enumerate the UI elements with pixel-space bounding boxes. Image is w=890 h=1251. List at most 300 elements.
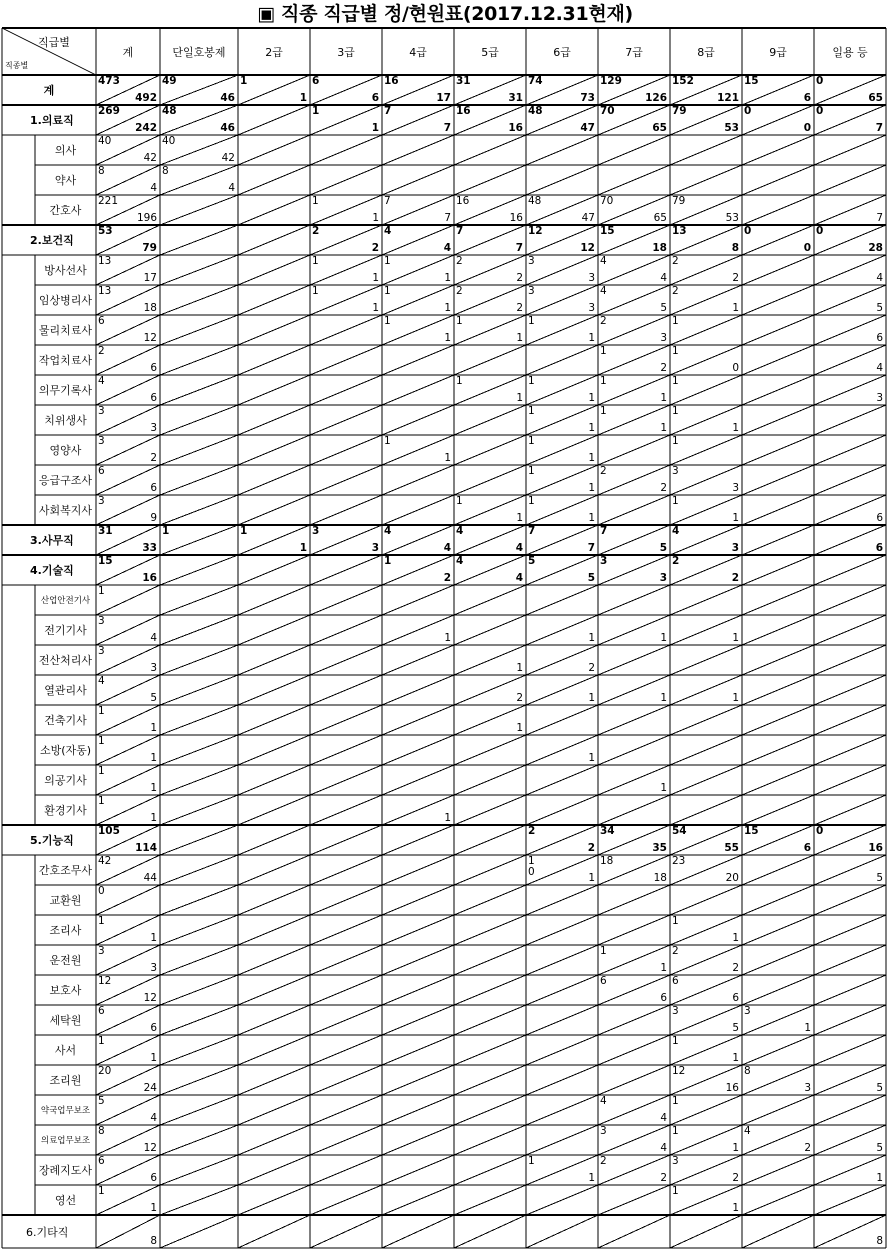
current-value: 1 [516,662,523,674]
quota-value: 1 [672,1125,679,1137]
current-value: 16 [508,122,523,134]
table-cell [238,165,310,195]
table-cell [382,345,454,375]
table-cell [310,975,382,1005]
current-value: 65 [868,92,883,104]
row-label: 사회복지사 [38,504,93,517]
table-cell [742,765,814,795]
table-cell [160,825,238,855]
table-cell [454,105,526,135]
table-cell [238,255,310,285]
current-value: 4 [443,242,451,254]
table-cell [526,705,598,735]
table-cell [160,315,238,345]
current-value: 1 [516,332,523,344]
quota-value: 16 [384,75,399,87]
table-cell [454,1065,526,1095]
table-cell [382,585,454,615]
table-cell [160,165,238,195]
quota-value: 1 [528,435,535,447]
table-cell [238,675,310,705]
table-cell [814,1215,886,1248]
table-cell [96,825,160,855]
current-value: 65 [652,122,667,134]
current-value: 5 [150,692,157,704]
table-cell [160,765,238,795]
current-value: 46 [220,122,235,134]
table-cell [814,315,886,345]
quota-value: 40 [98,135,112,147]
column-header: 9급 [769,45,787,59]
table-cell [814,1065,886,1095]
current-value: 16 [725,1082,739,1094]
current-value: 1 [588,512,595,524]
current-value: 55 [724,842,739,854]
quota-value: 1 [384,285,391,297]
table-cell [454,255,526,285]
table-cell [454,555,526,585]
current-value: 47 [581,212,595,224]
table-cell [96,885,160,915]
current-value: 2 [732,1172,739,1184]
table-cell [310,915,382,945]
table-cell [96,285,160,315]
table-cell [814,675,886,705]
current-value: 2 [516,302,523,314]
table-cell [670,1065,742,1095]
current-value: 20 [725,872,739,884]
current-value: 1 [660,632,667,644]
quota-value: 2 [600,315,607,327]
table-cell [96,525,160,555]
table-cell [598,135,670,165]
table-cell [742,1215,814,1248]
table-cell [598,645,670,675]
table-cell [526,1005,598,1035]
current-value: 3 [804,1082,811,1094]
current-value: 1 [588,422,595,434]
current-value: 24 [143,1082,157,1094]
table-cell [160,675,238,705]
table-cell [454,1215,526,1248]
current-value: 18 [143,302,157,314]
table-cell [454,135,526,165]
table-cell [160,1035,238,1065]
table-cell [670,675,742,705]
table-cell [598,1155,670,1185]
quota-value: 1 [672,345,679,357]
quota-value: 8 [98,165,105,177]
current-value: 1 [299,92,307,104]
table-cell [454,375,526,405]
table-cell [160,255,238,285]
corner-label-grade: 직급별 [38,36,70,49]
current-value: 2 [516,692,523,704]
table-cell [238,1215,310,1248]
quota-value: 48 [162,105,177,117]
table-cell [598,915,670,945]
row-label: 조리원 [49,1074,82,1087]
table-cell [96,465,160,495]
quota-value: 15 [98,555,113,567]
current-value: 65 [653,212,667,224]
quota-value: 6 [600,975,607,987]
table-cell [96,1185,160,1215]
quota-value: 3 [98,615,105,627]
table-cell [160,1065,238,1095]
current-value: 1 [150,722,157,734]
table-cell [526,615,598,645]
table-cell [96,255,160,285]
table-cell [310,105,382,135]
quota-value: 3 [600,1125,607,1137]
table-cell [238,1155,310,1185]
table-cell [742,1005,814,1035]
quota-value: 1 [456,375,463,387]
current-value: 1 [516,512,523,524]
table-cell [598,615,670,645]
current-value: 242 [135,122,157,134]
table-cell [598,1005,670,1035]
quota-value: 48 [528,195,542,207]
table-cell [742,1095,814,1125]
current-value: 1 [732,1202,739,1214]
table-cell [310,945,382,975]
table-cell [454,465,526,495]
table-cell [238,405,310,435]
table-cell [160,285,238,315]
quota-value: 105 [98,825,120,837]
current-value: 3 [588,272,595,284]
column-header: 계 [122,45,134,59]
current-value: 3 [876,392,883,404]
quota-value: 2 [672,945,679,957]
current-value: 1 [660,782,667,794]
table-cell [526,315,598,345]
table-cell [238,435,310,465]
current-value: 1 [588,1172,595,1184]
quota-value: 1 [672,435,679,447]
quota-value: 7 [600,525,608,537]
table-cell [238,525,310,555]
table-cell [454,1095,526,1125]
table-cell [310,1005,382,1035]
extra-value: 0 [528,866,535,878]
table-cell [382,795,454,825]
current-value: 3 [732,482,739,494]
current-value: 6 [875,542,883,554]
table-cell [382,945,454,975]
current-value: 5 [876,302,883,314]
table-cell [96,135,160,165]
row-label: 6.기타직 [26,1225,69,1239]
table-cell [814,285,886,315]
quota-value: 1 [240,525,248,537]
row-label: 간호조무사 [38,864,93,877]
table-cell [526,225,598,255]
table-cell [598,525,670,555]
quota-value: 6 [98,1005,105,1017]
table-cell [238,315,310,345]
quota-value: 3 [744,1005,751,1017]
table-cell [454,915,526,945]
table-cell [238,465,310,495]
table-cell [382,315,454,345]
table-cell [670,585,742,615]
current-value: 114 [135,842,157,854]
current-value: 1 [150,752,157,764]
table-cell [382,1035,454,1065]
current-value: 31 [508,92,523,104]
table-cell [670,1005,742,1035]
table-cell [238,825,310,855]
current-value: 3 [588,302,595,314]
table-cell [598,225,670,255]
table-cell [310,885,382,915]
current-value: 1 [732,632,739,644]
current-value: 73 [580,92,595,104]
table-cell [454,165,526,195]
table-cell [814,645,886,675]
table-cell [742,405,814,435]
table-cell [814,525,886,555]
table-cell [526,255,598,285]
table-cell [96,1095,160,1125]
quota-value: 1 [600,375,607,387]
quota-value: 2 [600,1155,607,1167]
table-cell [310,1035,382,1065]
table-cell [238,615,310,645]
table-cell [454,795,526,825]
table-cell [160,465,238,495]
quota-value: 1 [672,315,679,327]
current-value: 16 [509,212,523,224]
table-cell [454,945,526,975]
quota-value: 1 [528,855,535,867]
table-cell [670,945,742,975]
current-value: 1 [444,302,451,314]
table-cell [598,1125,670,1155]
current-value: 4 [150,632,157,644]
table-cell [96,645,160,675]
current-value: 1 [150,1052,157,1064]
current-value: 2 [804,1142,811,1154]
table-cell [598,975,670,1005]
table-cell [160,945,238,975]
row-label: 방사선사 [44,264,87,277]
quota-value: 4 [600,255,607,267]
quota-value: 269 [98,105,120,117]
quota-value: 1 [456,495,463,507]
table-cell [670,495,742,525]
table-cell [742,915,814,945]
quota-value: 6 [312,75,320,87]
quota-value: 4 [600,285,607,297]
table-cell [526,1035,598,1065]
table-cell [814,885,886,915]
column-header: 단일호봉제 [172,45,226,59]
table-cell [238,705,310,735]
table-cell [96,405,160,435]
quota-value: 5 [98,1095,105,1107]
table-cell [382,375,454,405]
quota-value: 4 [744,1125,751,1137]
table-cell [96,975,160,1005]
table-cell [670,1095,742,1125]
table-cell [526,675,598,705]
quota-value: 1 [384,255,391,267]
quota-value: 0 [816,75,824,87]
quota-value: 221 [98,195,119,207]
table-cell [454,615,526,645]
table-cell [814,135,886,165]
quota-value: 2 [456,285,463,297]
table-cell [598,675,670,705]
table-cell [238,1185,310,1215]
table-cell [670,255,742,285]
table-cell [382,555,454,585]
quota-value: 2 [456,255,463,267]
table-cell [526,435,598,465]
column-header: 2급 [265,45,283,59]
current-value: 1 [516,722,523,734]
current-value: 35 [652,842,667,854]
row-label: 세탁원 [49,1014,82,1027]
current-value: 1 [804,1022,811,1034]
quota-value: 48 [528,105,543,117]
table-cell [160,405,238,435]
table-cell [310,615,382,645]
table-cell [238,1095,310,1125]
table-cell [670,315,742,345]
table-cell [742,315,814,345]
quota-value: 1 [600,345,607,357]
table-cell [96,615,160,645]
table-cell [742,75,814,105]
table-cell [454,705,526,735]
current-value: 1 [732,1142,739,1154]
table-cell [526,1155,598,1185]
column-header: 7급 [625,45,643,59]
current-value: 1 [588,872,595,884]
table-cell [310,225,382,255]
table-cell [382,1185,454,1215]
table-cell [96,1215,160,1248]
row-label: 사서 [54,1044,77,1057]
current-value: 9 [150,512,157,524]
table-cell [96,555,160,585]
quota-value: 1 [312,255,319,267]
table-cell [670,405,742,435]
current-value: 3 [150,422,157,434]
table-cell [382,255,454,285]
row-label: 물리치료사 [38,324,93,337]
table-cell [742,525,814,555]
quota-value: 1 [600,945,607,957]
table-cell [160,705,238,735]
table-cell [670,1155,742,1185]
quota-value: 1 [528,465,535,477]
quota-value: 1 [672,375,679,387]
table-cell [382,105,454,135]
quota-value: 3 [98,945,105,957]
row-label: 열관리사 [44,684,87,697]
quota-value: 1 [384,555,392,567]
current-value: 1 [588,482,595,494]
table-cell [310,555,382,585]
table-cell [454,825,526,855]
table-cell [310,1155,382,1185]
row-label: 조리사 [49,924,82,937]
table-cell [238,1065,310,1095]
table-cell [160,615,238,645]
table-cell [598,735,670,765]
table-cell [454,735,526,765]
current-value: 5 [660,302,667,314]
quota-value: 3 [98,435,105,447]
table-cell [310,465,382,495]
quota-value: 1 [600,405,607,417]
table-cell [814,345,886,375]
table-cell [742,825,814,855]
table-cell [814,195,886,225]
current-value: 6 [150,362,157,374]
table-cell [526,465,598,495]
current-value: 196 [136,212,157,224]
table-cell [382,525,454,555]
current-value: 8 [731,242,739,254]
table-cell [382,135,454,165]
current-value: 1 [588,632,595,644]
table-cell [670,225,742,255]
table-cell [160,75,238,105]
current-value: 2 [587,842,595,854]
table-cell [670,1035,742,1065]
current-value: 2 [371,242,379,254]
current-value: 4 [515,572,523,584]
table-cell [160,375,238,405]
current-value: 1 [372,212,379,224]
quota-value: 7 [456,225,464,237]
quota-value: 34 [600,825,615,837]
current-value: 7 [515,242,523,254]
current-value: 0 [732,362,739,374]
table-cell [96,375,160,405]
table-cell [598,945,670,975]
quota-value: 1 [672,495,679,507]
quota-value: 70 [600,105,615,117]
table-cell [526,1215,598,1248]
quota-value: 1 [672,1185,679,1197]
quota-value: 5 [528,555,536,567]
table-cell [96,735,160,765]
current-value: 1 [444,332,451,344]
current-value: 4 [660,272,667,284]
table-cell [382,705,454,735]
table-cell [96,855,160,885]
quota-value: 0 [744,105,752,117]
table-cell [382,225,454,255]
quota-value: 2 [672,285,679,297]
quota-value: 1 [312,195,319,207]
table-cell [526,1065,598,1095]
current-value: 2 [588,662,595,674]
table-cell [382,495,454,525]
current-value: 47 [580,122,595,134]
current-value: 6 [150,392,157,404]
current-value: 1 [372,272,379,284]
quota-value: 3 [528,255,535,267]
